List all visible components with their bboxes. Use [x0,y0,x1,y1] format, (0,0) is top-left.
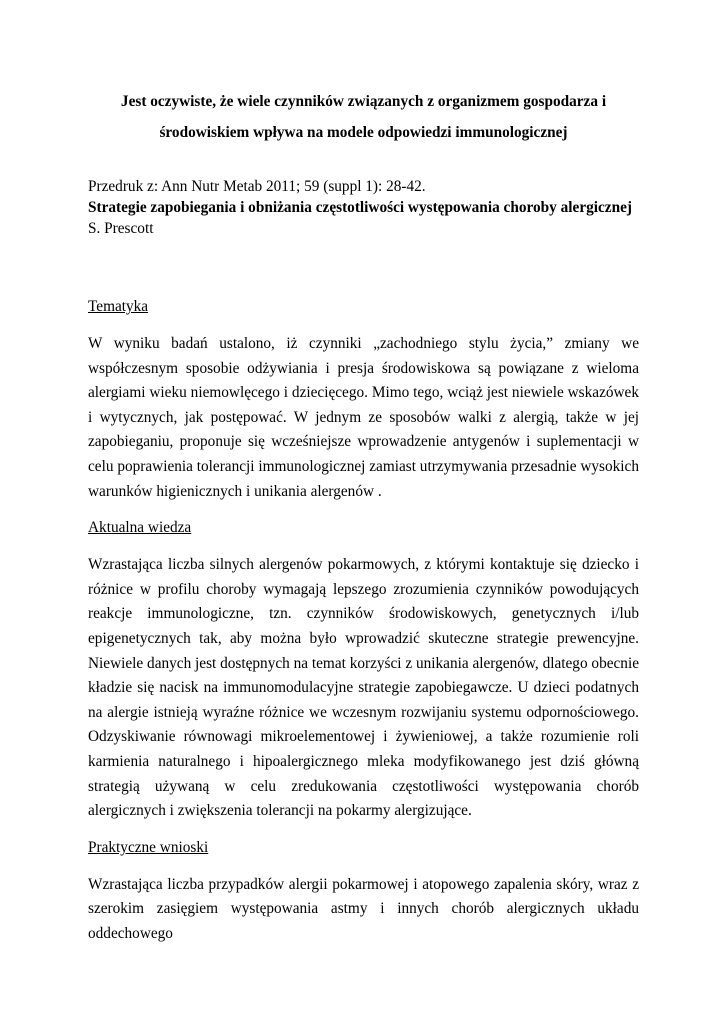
section-heading-aktualna-wiedza: Aktualna wiedza [88,519,192,537]
citation-block [88,176,639,239]
citation-reprint-source: Przedruk z: Ann Nutr Metab 2011; 59 (suppl 1): 28-42. [88,178,426,195]
section-paragraph-aktualna-wiedza: Wzrastająca liczba silnych alergenów pokarmowych, z którymi kontaktuje się dziecko i różnice w profilu choroby wymagają lepszego zrozumienia czynników powodujących reakcje immunologiczne, tzn. czynników środowiskowych, genetycznych i/lub epigenetycznych tak, aby można było wprowadzić skuteczne strategie prewencyjne. Niewiele danych jest dostępnych na temat korzyści z unikania alergenów, dlatego obecnie kładzie się nacisk na immunomodulacyjne strategie zapobiegawcze. U dzieci podatnych na alergie istnieją wyraźne różnice we wczesnym rozwijaniu systemu odpornościowego. Odzyskiwanie równowagi mikroelementowej i żywieniowej, a także rozumienie roli karmienia naturalnego i hipoalergicznego mleka modyfikowanego jest dziś główną strategią używaną w celu zredukowania częstotliwości występowania chorób alergicznych i zwiększenia tolerancji na pokarmy alergizujące. [88,556,639,820]
citation-author: S. Prescott [88,220,154,237]
document-title-line-1: Jest oczywiste, że wiele czynników związanych z organizmem gospodarza i [120,93,607,110]
document-title [88,86,639,148]
document-title-line-2: środowiskiem wpływa na modele odpowiedzi immunologicznej [159,124,568,141]
section-paragraph-praktyczne-wnioski: Wzrastająca liczba przypadków alergii pokarmowej i atopowego zapalenia skóry, wraz z szerokim zasięgiem występowania astmy i innych chorób alergicznych układu oddechowego [88,875,639,942]
section-heading-tematyka: Tematyka [88,298,149,315]
section-paragraph-tematyka: W wyniku badań ustalono, iż czynniki „zachodniego stylu życia,” zmiany we współczesnym sposobie odżywiania i presja środowiskowa są powiązane z wieloma alergiami wieku niemowlęcego i dziecięcego. Mimo tego, wciąż jest niewiele wskazówek i wytycznych, jak postępować. W jednym ze sposobów walki z alergią, także w jej zapobieganiu, proponuje się wcześniejsze wprowadzenie antygenów i suplementacji w celu poprawienia tolerancji immunologicznej zamiast utrzymywania przesadnie wysokich warunków higienicznych i unikania alergenów . [88,335,639,500]
section-heading-praktyczne-wnioski: Praktyczne wnioski [88,838,209,856]
citation-article-title: Strategie zapobiegania i obniżania częstotliwości występowania choroby alergicznej [88,199,632,216]
